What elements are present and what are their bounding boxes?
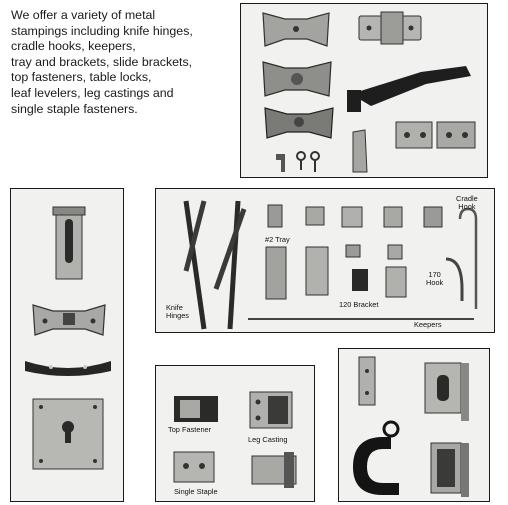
- intro-line: top fasteners, table locks,: [11, 70, 152, 85]
- hooks-brackets-photo: [338, 348, 490, 502]
- intro-line: stampings including knife hinges,: [11, 23, 193, 38]
- intro-line: tray and brackets, slide brackets,: [11, 54, 193, 69]
- plates-illustration: [11, 189, 124, 502]
- hinges-hooks-illustration: [156, 189, 495, 333]
- hinges-hooks-photo: [155, 188, 495, 333]
- hardware-set-illustration: [241, 4, 488, 178]
- top-fastener-label: Top Fastener: [168, 425, 212, 434]
- bracket-120-label: 120 Bracket: [339, 300, 379, 309]
- single-staple-label: Single Staple: [174, 487, 218, 496]
- knife-hinges-label: Knife Hinges: [166, 303, 190, 321]
- fasteners-photo: [155, 365, 315, 502]
- tray-label: #2 Tray: [265, 235, 290, 244]
- hook-170-label: 170 Hook: [426, 270, 444, 288]
- intro-line: cradle hooks, keepers,: [11, 39, 136, 54]
- plates-photo: [10, 188, 124, 502]
- intro-line: leaf levelers, leg castings and: [11, 85, 174, 100]
- hooks-brackets-illustration: [339, 349, 490, 502]
- intro-text: [11, 8, 236, 117]
- hardware-set-photo: [240, 3, 488, 178]
- intro-line: We offer a variety of metal: [11, 8, 156, 22]
- cradle-hook-label: Cradle Hook: [456, 194, 478, 212]
- keepers-label: Keepers: [414, 320, 442, 329]
- leg-casting-label: Leg Casting: [248, 435, 288, 444]
- intro-line: single staple fasteners.: [11, 101, 138, 116]
